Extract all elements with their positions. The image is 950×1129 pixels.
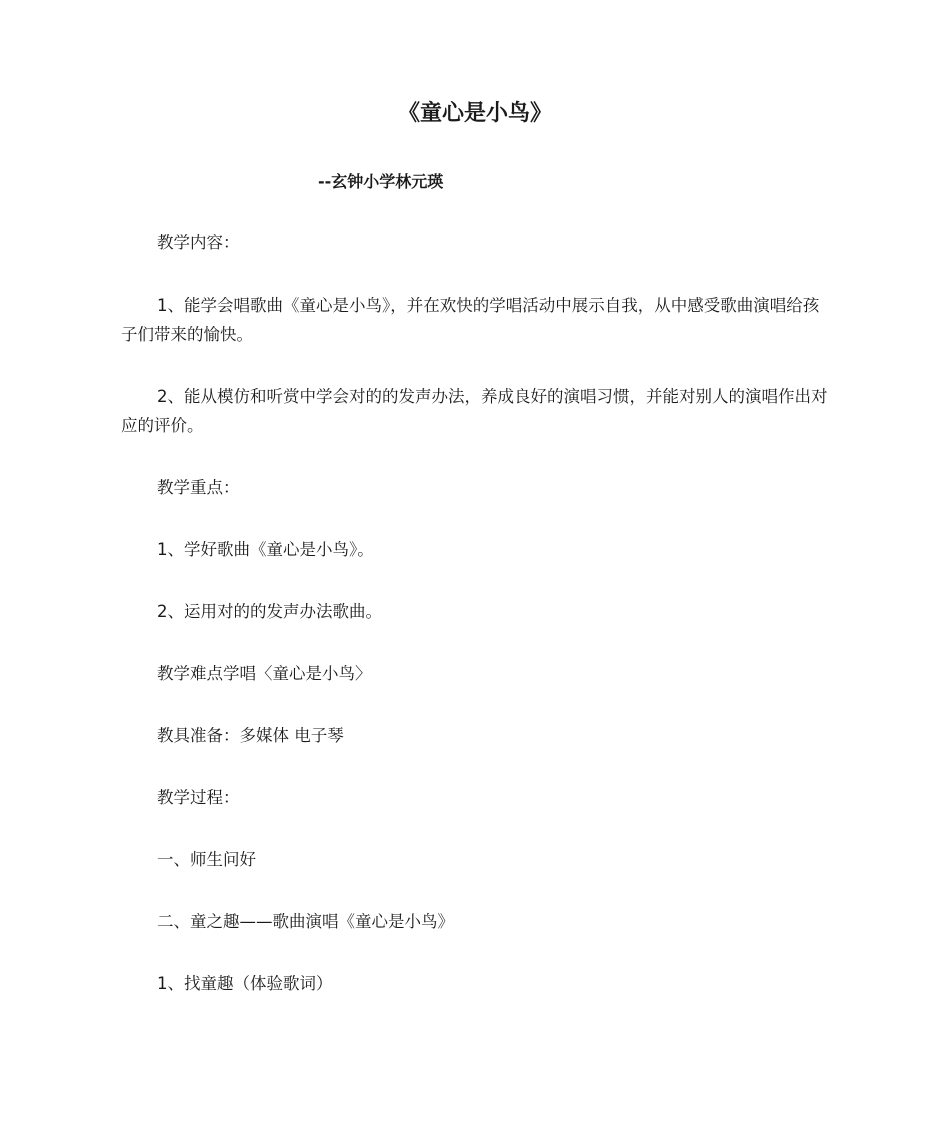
paragraph-key-points-heading: 教学重点： <box>157 478 240 497</box>
paragraph-content-heading: 教学内容： <box>157 233 240 252</box>
paragraph-process-heading: 教学过程： <box>157 788 240 807</box>
paragraph-content-item-2: 2、能从模仿和听赏中学会对的的发声办法，养成良好的演唱习惯，并能对别人的演唱作出对应的评价。 <box>121 387 828 435</box>
paragraph-step-1: 一、师生问好 <box>157 850 256 869</box>
paragraph-step-2: 二、童之趣——歌曲演唱《童心是小鸟》 <box>157 912 454 931</box>
paragraph-content-item-1: 1、能学会唱歌曲《童心是小鸟》，并在欢快的学唱活动中展示自我，从中感受歌曲演唱给孩子们带来的愉快。 <box>121 296 820 344</box>
paragraph-key-point-1: 1、学好歌曲《童心是小鸟》。 <box>157 540 374 559</box>
document-title: 《童心是小鸟》 <box>397 101 552 126</box>
paragraph-difficulty: 教学难点学唱〈童心是小鸟〉 <box>157 664 372 683</box>
paragraph-key-point-2: 2、运用对的的发声办法歌曲。 <box>157 602 382 621</box>
paragraph-materials: 教具准备：多媒体 电子琴 <box>157 726 344 745</box>
paragraph-step-2-1: 1、找童趣（体验歌词） <box>157 974 333 993</box>
document-author: --玄钟小学林元瑛 <box>318 172 444 191</box>
